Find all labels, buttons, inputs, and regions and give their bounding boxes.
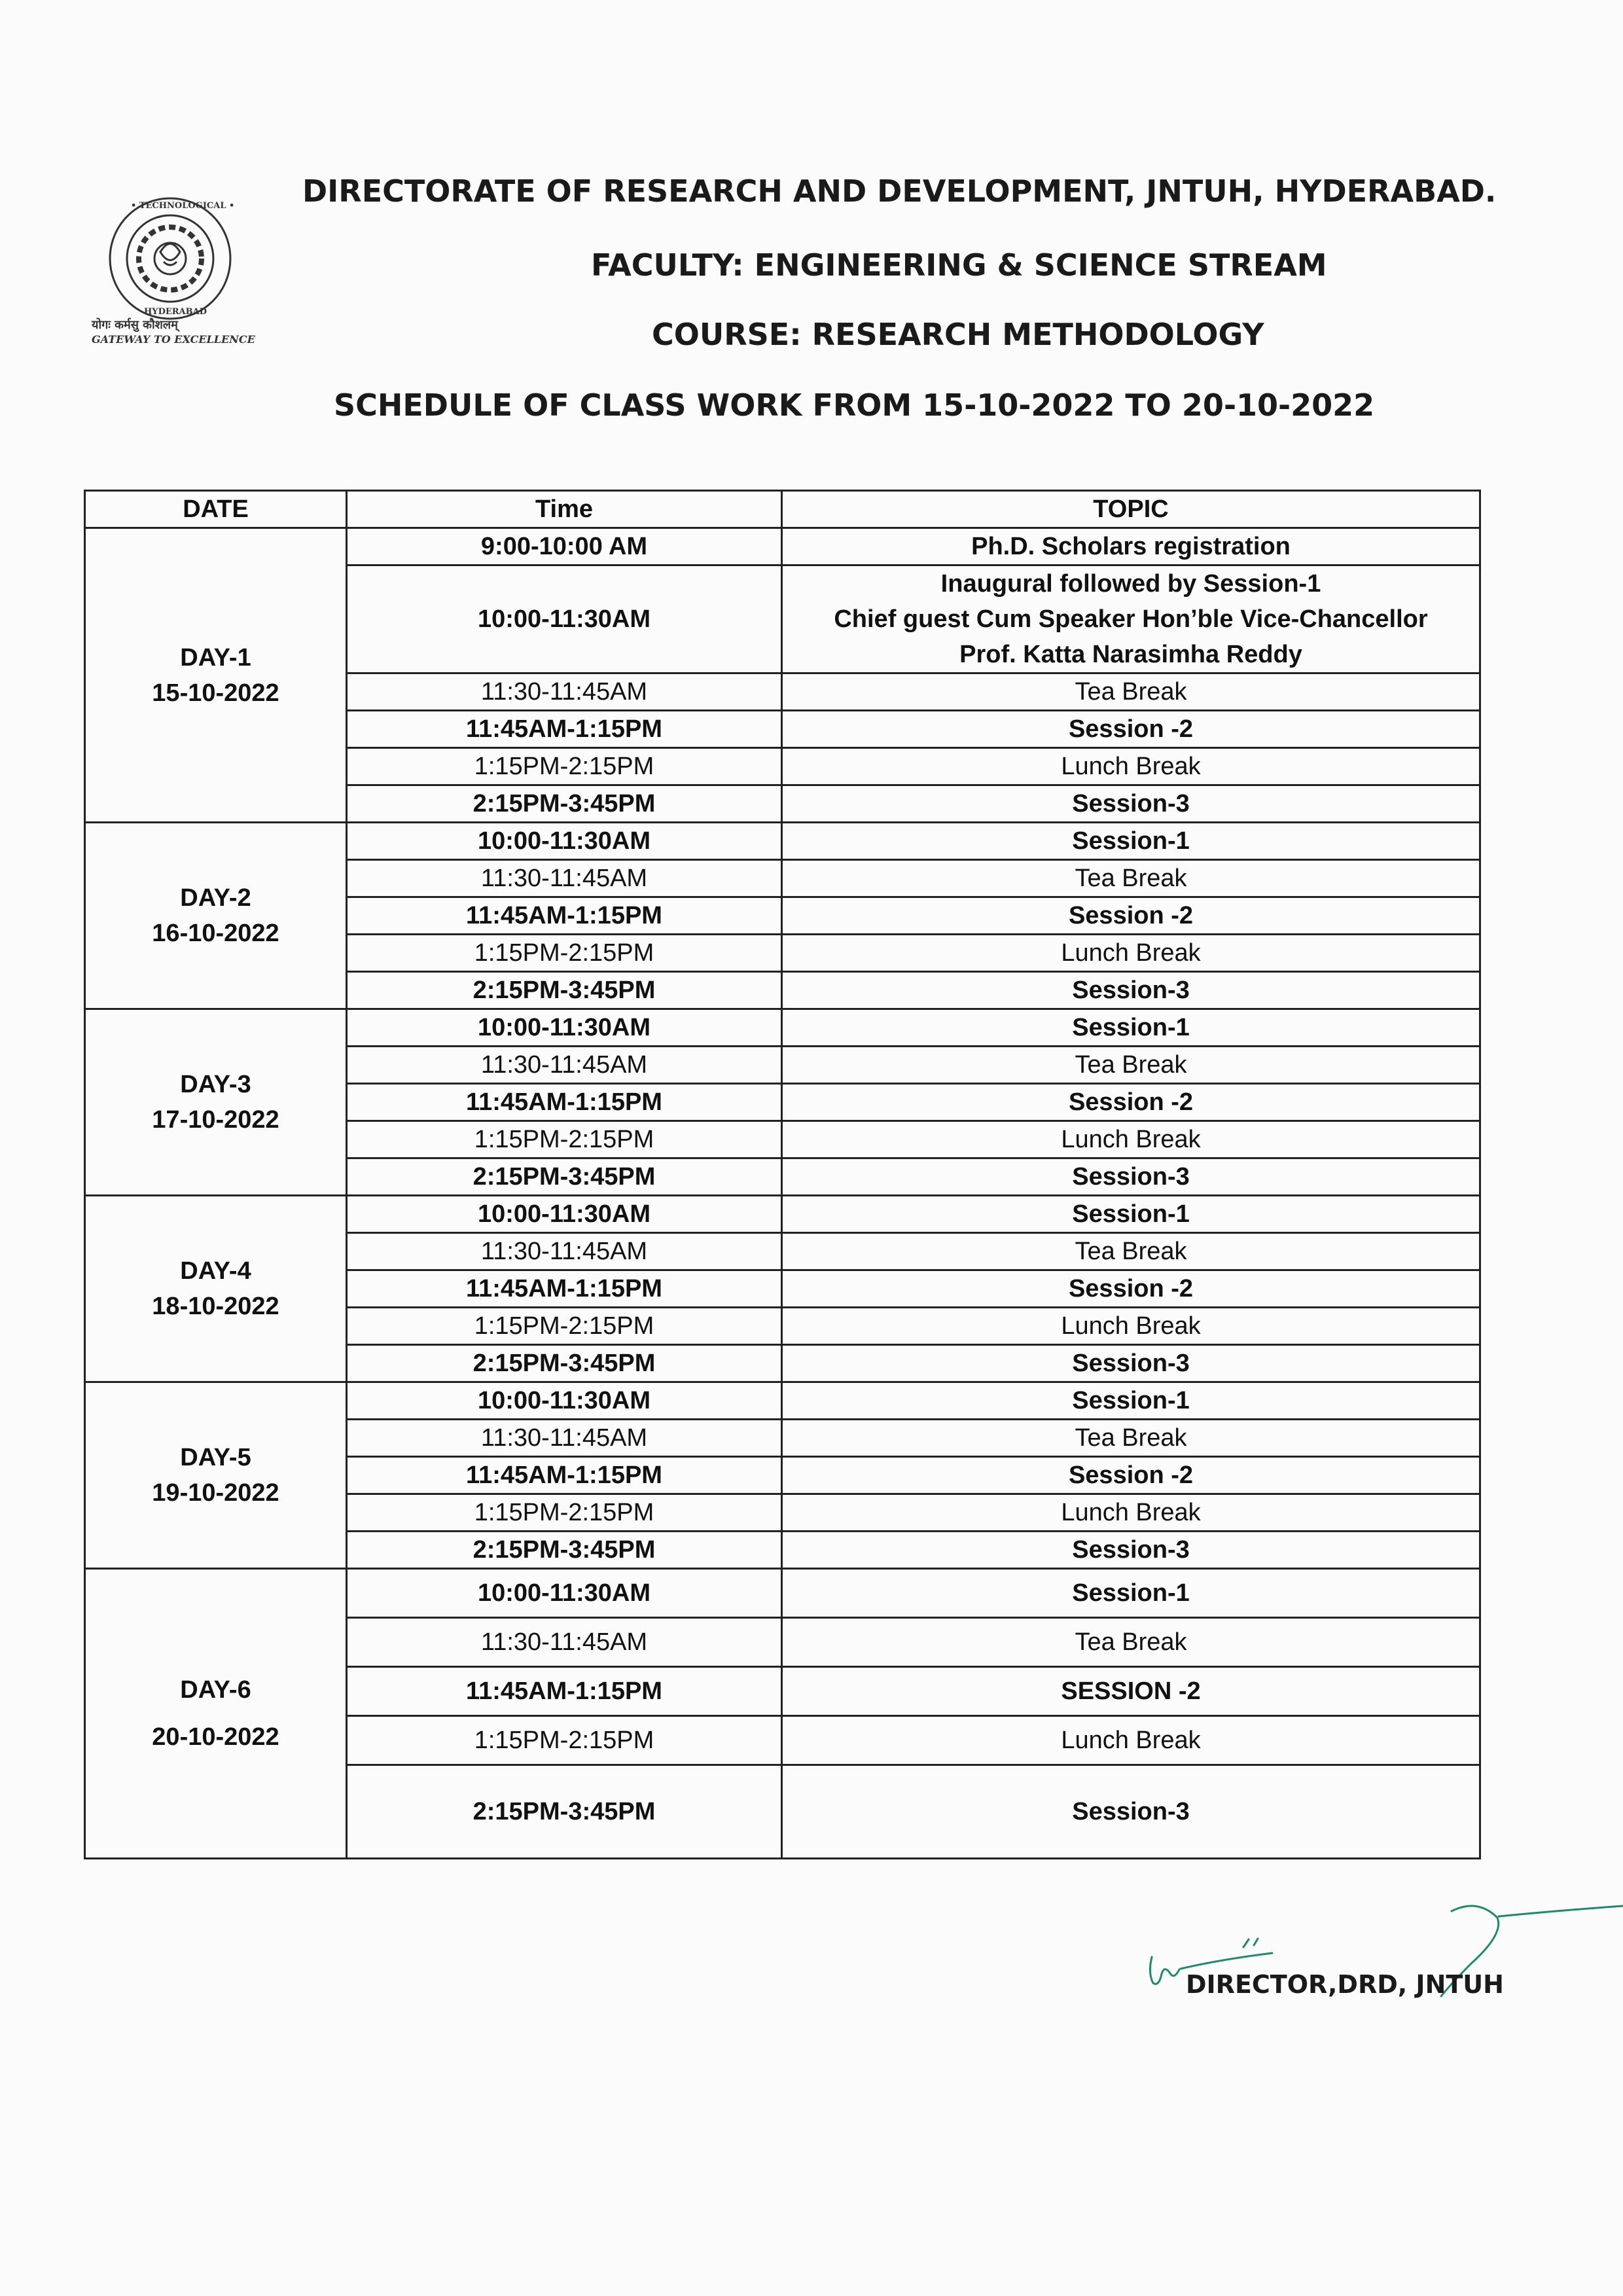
topic-cell — [782, 1532, 1480, 1569]
header-schedule-title: SCHEDULE OF CLASS WORK FROM 15-10-2022 TO 20-10-2022 — [334, 387, 1375, 423]
time-cell: 10:00-11:30AM — [347, 1569, 782, 1618]
topic-line: Session-3 — [1072, 790, 1190, 817]
topic-cell — [782, 1618, 1480, 1667]
topic-line: Tea Break — [1075, 1051, 1187, 1079]
topic-line: Tea Break — [1075, 1424, 1187, 1452]
day-date: 20-10-2022 — [152, 1723, 279, 1751]
time-cell: 11:45AM-1:15PM — [347, 1270, 782, 1308]
topic-cell — [782, 565, 1480, 673]
topic-cell — [782, 1121, 1480, 1158]
topic-cell — [782, 1009, 1480, 1047]
topic-line: Lunch Break — [1061, 939, 1201, 967]
time-cell: 1:15PM-2:15PM — [347, 1494, 782, 1532]
time-cell: 10:00-11:30AM — [347, 565, 782, 673]
time-cell: 2:15PM-3:45PM — [347, 1765, 782, 1859]
topic-line: Tea Break — [1075, 865, 1187, 892]
time-cell: 10:00-11:30AM — [347, 1196, 782, 1233]
time-cell: 1:15PM-2:15PM — [347, 1308, 782, 1345]
topic-cell — [782, 1047, 1480, 1084]
topic-cell — [782, 860, 1480, 897]
time-cell: 11:30-11:45AM — [347, 673, 782, 711]
day-cell — [85, 1196, 347, 1382]
time-cell: 11:30-11:45AM — [347, 1420, 782, 1457]
topic-line: Lunch Break — [1061, 1126, 1201, 1153]
day-cell — [85, 1569, 347, 1859]
table-header-row — [85, 491, 1480, 528]
time-cell: 11:30-11:45AM — [347, 1047, 782, 1084]
topic-line: Session -2 — [1068, 715, 1194, 743]
time-cell: 11:45AM-1:15PM — [347, 711, 782, 748]
time-cell: 2:15PM-3:45PM — [347, 785, 782, 823]
topic-cell — [782, 1308, 1480, 1345]
topic-line: Session -2 — [1068, 902, 1194, 929]
topic-cell — [782, 711, 1480, 748]
topic-cell — [782, 748, 1480, 785]
table-row — [85, 1569, 1480, 1618]
header-time: Time — [347, 491, 782, 528]
time-cell: 1:15PM-2:15PM — [347, 1121, 782, 1158]
topic-cell — [782, 1158, 1480, 1196]
topic-line: Session -2 — [1068, 1462, 1194, 1489]
table-row — [85, 1009, 1480, 1047]
day-date: 15-10-2022 — [152, 679, 279, 707]
topic-line: Session-1 — [1072, 1014, 1190, 1041]
topic-line: Lunch Break — [1061, 753, 1201, 780]
topic-line: Session-3 — [1072, 1350, 1190, 1377]
topic-cell — [782, 1667, 1480, 1716]
time-cell: 11:30-11:45AM — [347, 860, 782, 897]
time-cell: 10:00-11:30AM — [347, 1009, 782, 1047]
day-cell — [85, 823, 347, 1009]
time-cell: 11:45AM-1:15PM — [347, 1084, 782, 1121]
topic-cell — [782, 1270, 1480, 1308]
time-cell: 11:45AM-1:15PM — [347, 1667, 782, 1716]
header-topic: TOPIC — [782, 491, 1480, 528]
topic-line: Session-3 — [1072, 1798, 1190, 1825]
day-cell — [85, 1382, 347, 1569]
time-cell: 11:30-11:45AM — [347, 1233, 782, 1270]
table-row — [85, 528, 1480, 565]
topic-line: SESSION -2 — [1061, 1677, 1201, 1705]
topic-cell — [782, 785, 1480, 823]
topic-line: Session-1 — [1072, 1387, 1190, 1414]
table-row — [85, 1196, 1480, 1233]
topic-cell — [782, 1494, 1480, 1532]
topic-line: Session-3 — [1072, 977, 1190, 1004]
header-date: DATE — [85, 491, 347, 528]
day-date: 16-10-2022 — [152, 920, 279, 947]
topic-cell — [782, 1569, 1480, 1618]
topic-line: Ph.D. Scholars registration — [971, 533, 1291, 560]
day-label: DAY-3 — [180, 1071, 251, 1098]
time-cell: 2:15PM-3:45PM — [347, 972, 782, 1009]
day-cell — [85, 528, 347, 823]
topic-cell — [782, 1345, 1480, 1382]
time-cell: 11:45AM-1:15PM — [347, 1457, 782, 1494]
time-cell: 2:15PM-3:45PM — [347, 1532, 782, 1569]
topic-line: Lunch Break — [1061, 1727, 1201, 1754]
time-cell: 1:15PM-2:15PM — [347, 1716, 782, 1765]
svg-text:GATEWAY TO EXCELLENCE: GATEWAY TO EXCELLENCE — [92, 333, 255, 346]
topic-line: Inaugural followed by Session-1 — [940, 570, 1321, 598]
topic-line: Session-1 — [1072, 827, 1190, 855]
topic-line: Prof. Katta Narasimha Reddy — [959, 641, 1302, 668]
topic-cell — [782, 528, 1480, 565]
time-cell: 1:15PM-2:15PM — [347, 748, 782, 785]
topic-line: Session-3 — [1072, 1536, 1190, 1564]
day-label: DAY-6 — [180, 1676, 251, 1704]
day-date: 19-10-2022 — [152, 1479, 279, 1507]
time-cell: 2:15PM-3:45PM — [347, 1158, 782, 1196]
schedule-table — [84, 490, 1481, 1859]
topic-cell — [782, 673, 1480, 711]
topic-cell — [782, 1420, 1480, 1457]
topic-cell — [782, 935, 1480, 972]
topic-cell — [782, 1084, 1480, 1121]
time-cell: 1:15PM-2:15PM — [347, 935, 782, 972]
time-cell: 11:45AM-1:15PM — [347, 897, 782, 935]
topic-line: Tea Break — [1075, 1238, 1187, 1265]
topic-line: Session -2 — [1068, 1088, 1194, 1116]
topic-line: Tea Break — [1075, 678, 1187, 706]
topic-cell — [782, 1716, 1480, 1765]
header-directorate: DIRECTORATE OF RESEARCH AND DEVELOPMENT, JNTUH, HYDERABAD. — [302, 173, 1497, 209]
topic-line: Session -2 — [1068, 1275, 1194, 1302]
signature-label: DIRECTOR,DRD, JNTUH — [1186, 1970, 1504, 1999]
topic-line: Session-1 — [1072, 1200, 1190, 1228]
topic-cell — [782, 897, 1480, 935]
topic-cell — [782, 1765, 1480, 1859]
time-cell: 10:00-11:30AM — [347, 823, 782, 860]
header-faculty: FACULTY: ENGINEERING & SCIENCE STREAM — [591, 247, 1327, 283]
topic-line: Lunch Break — [1061, 1499, 1201, 1526]
table-row — [85, 823, 1480, 860]
topic-line: Chief guest Cum Speaker Hon’ble Vice-Chancellor — [834, 605, 1428, 633]
topic-cell — [782, 1233, 1480, 1270]
time-cell: 11:30-11:45AM — [347, 1618, 782, 1667]
schedule-body — [85, 528, 1480, 1859]
time-cell: 9:00-10:00 AM — [347, 528, 782, 565]
topic-cell — [782, 823, 1480, 860]
topic-cell — [782, 1457, 1480, 1494]
university-seal-logo — [65, 190, 275, 347]
topic-line: Lunch Break — [1061, 1312, 1201, 1340]
svg-text:HYDERABAD: HYDERABAD — [144, 307, 207, 317]
day-label: DAY-4 — [180, 1257, 251, 1285]
day-date: 17-10-2022 — [152, 1106, 279, 1134]
topic-cell — [782, 1196, 1480, 1233]
topic-line: Session-3 — [1072, 1163, 1190, 1191]
svg-text:• TECHNOLOGICAL •: • TECHNOLOGICAL • — [131, 201, 235, 211]
day-date: 18-10-2022 — [152, 1293, 279, 1320]
header-course: COURSE: RESEARCH METHODOLOGY — [652, 317, 1264, 352]
svg-text:योगः कर्मसु कौशलम्: योगः कर्मसु कौशलम् — [92, 318, 178, 332]
time-cell: 2:15PM-3:45PM — [347, 1345, 782, 1382]
topic-cell — [782, 972, 1480, 1009]
day-label: DAY-2 — [180, 884, 251, 912]
topic-line: Tea Break — [1075, 1628, 1187, 1656]
day-cell — [85, 1009, 347, 1196]
topic-cell — [782, 1382, 1480, 1420]
day-label: DAY-1 — [180, 643, 251, 672]
day-label: DAY-5 — [180, 1444, 251, 1471]
time-cell: 10:00-11:30AM — [347, 1382, 782, 1420]
table-row — [85, 1382, 1480, 1420]
topic-line: Session-1 — [1072, 1579, 1190, 1607]
